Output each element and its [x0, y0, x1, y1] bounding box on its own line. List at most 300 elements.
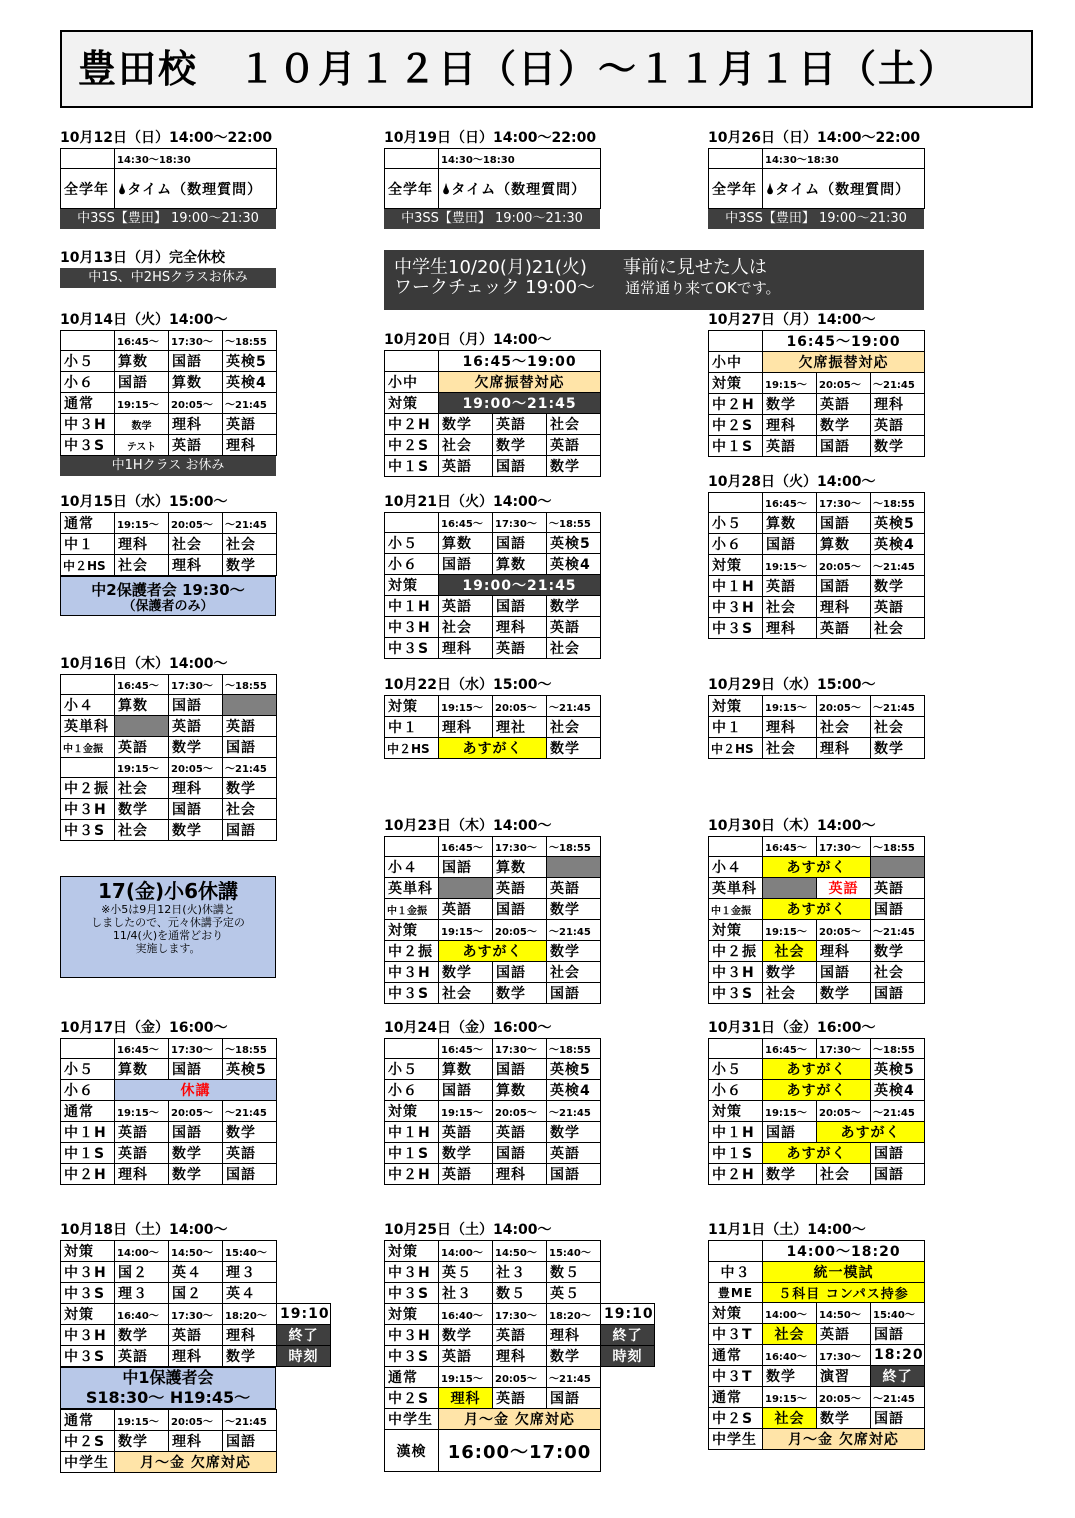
cell: 理科	[169, 555, 223, 576]
cell: 欠席振替対応	[439, 372, 601, 393]
cell: タイム（数理質問）	[775, 181, 911, 198]
cell: 中２H	[385, 414, 439, 435]
cell: 月～金 欠席対応	[439, 1409, 601, 1430]
cell: 数学	[817, 1408, 871, 1429]
cell: 中３H	[61, 799, 115, 820]
cell: 英単科	[61, 716, 115, 737]
schedule-table	[384, 1038, 601, 1185]
cell: 20:05～	[169, 1101, 223, 1122]
cell: 20:05～	[169, 513, 223, 534]
cell: 16:45～	[115, 675, 169, 695]
cell: 対策	[709, 1101, 763, 1122]
cell: 19:15～	[763, 1387, 817, 1408]
cell: 英語	[547, 878, 601, 899]
cell: ～18:55	[223, 1039, 277, 1059]
cell: ※小5は9月12日(火)休講と	[101, 903, 235, 916]
cell: あすがく	[763, 1143, 871, 1164]
cell: 16:40～	[115, 1304, 169, 1325]
cell: 理科	[493, 1164, 547, 1185]
cell: 中１H	[385, 596, 439, 617]
cell	[61, 675, 115, 695]
cell: 中３T	[709, 1324, 763, 1345]
cell	[763, 169, 925, 209]
cell: 国語	[493, 456, 547, 477]
cell	[277, 1241, 331, 1262]
cell: 数学	[763, 394, 817, 415]
cell: 20:05～	[817, 696, 871, 717]
cell: 19:15～	[115, 1410, 169, 1431]
cell: 算数	[439, 533, 493, 554]
day-header: 10月26日（日）14:00～22:00	[708, 130, 921, 146]
schedule-table	[60, 512, 277, 576]
cell: 国語	[169, 695, 223, 716]
cell: 国語	[817, 513, 871, 534]
cell: 英語	[223, 1143, 277, 1164]
cell: 社会	[169, 534, 223, 555]
cell: 国語	[169, 1122, 223, 1143]
cell: 英５	[547, 1283, 601, 1304]
cell: 17:30～	[817, 1039, 871, 1059]
cell: 19:00～21:45	[439, 575, 601, 596]
cell: 小４	[709, 857, 763, 878]
cell: 全学年	[709, 169, 763, 209]
cell: 中１S	[709, 1143, 763, 1164]
cell: ～21:45	[223, 1410, 277, 1431]
cell: 18:20	[871, 1345, 925, 1366]
schedule-table	[384, 695, 601, 759]
cell: 理科	[439, 638, 493, 659]
cell: 小５	[385, 1059, 439, 1080]
cell	[277, 1283, 331, 1304]
cell: 中学生10/20(月)21(火) 事前に見せた人は	[394, 257, 767, 278]
info-bar: 中3SS【豊田】 19:00～21:30	[708, 209, 924, 229]
cell: 14:50～	[817, 1303, 871, 1324]
cell: 対策	[709, 373, 763, 394]
cell: 数学	[763, 1366, 817, 1387]
cell: 英検4	[223, 372, 277, 393]
cell: 17:30～	[169, 331, 223, 351]
cell: 国語	[871, 1143, 925, 1164]
cell: 漢検	[385, 1430, 439, 1472]
cell: 19:00～21:45	[439, 393, 601, 414]
cell: 国語	[439, 554, 493, 575]
cell: 対策	[385, 920, 439, 941]
cell: 15:40～	[547, 1241, 601, 1262]
cell: 英語	[871, 878, 925, 899]
cell	[439, 169, 601, 209]
cell: 中３H	[61, 1325, 115, 1346]
day-1027	[708, 310, 1008, 457]
cell: 16:45～	[439, 513, 493, 533]
cell: 理科	[115, 1164, 169, 1185]
cell: 社会	[871, 618, 925, 639]
cell: 通常	[61, 393, 115, 414]
cell: 社３	[493, 1262, 547, 1283]
cell: 社会	[115, 555, 169, 576]
cell: 中３	[709, 1262, 763, 1283]
cell: 中１S	[709, 436, 763, 457]
cell	[439, 878, 493, 899]
cell: 時刻	[277, 1346, 331, 1367]
cell: 数学	[223, 778, 277, 799]
cell: 17:30～	[169, 1039, 223, 1059]
cell: 数学	[871, 436, 925, 457]
cell: 社会	[763, 941, 817, 962]
cell: あすがく	[763, 1080, 871, 1101]
cell: 対策	[385, 393, 439, 414]
cell: テスト	[115, 435, 169, 456]
cell: 19:10	[277, 1304, 331, 1325]
day-header: 10月27日（月）14:00～	[708, 312, 876, 328]
cell: 19:15～	[763, 555, 817, 576]
cell: 数学	[439, 414, 493, 435]
cell	[385, 837, 439, 857]
cell: 英語	[439, 899, 493, 920]
cell: 中３H	[385, 962, 439, 983]
cell: ～18:55	[223, 331, 277, 351]
cell: 小６	[61, 1080, 115, 1101]
cell: 20:05～	[169, 1410, 223, 1431]
day-1022	[384, 675, 684, 759]
cell: 小４	[61, 695, 115, 716]
cell: あすがく	[817, 1122, 925, 1143]
cell: 社会	[547, 962, 601, 983]
cell: 数学	[223, 555, 277, 576]
cell: 中２HS	[61, 555, 115, 576]
cell: ～18:55	[871, 1039, 925, 1059]
cell: ～21:45	[871, 920, 925, 941]
cell: 20:05～	[493, 696, 547, 717]
cell: 英単科	[709, 878, 763, 899]
cell: 数学	[547, 1346, 601, 1367]
day-1013	[60, 248, 360, 288]
cell: 中２振	[61, 778, 115, 799]
cell: ～21:45	[871, 373, 925, 394]
cell: 理科	[223, 435, 277, 456]
cell: 英語	[169, 716, 223, 737]
cell: 国語	[763, 1122, 817, 1143]
cell: 英検4	[871, 1080, 925, 1101]
cell: 中３S	[385, 638, 439, 659]
schedule-table	[708, 1240, 925, 1450]
cell: 通常	[709, 1345, 763, 1366]
cell: 数学	[493, 435, 547, 456]
cell: 通常	[709, 1387, 763, 1408]
cell: あすがく	[763, 857, 871, 878]
cell: 19:10	[601, 1304, 655, 1325]
day-header: 10月28日（火）14:00～	[708, 474, 876, 490]
cell: 英５	[439, 1262, 493, 1283]
cell: 英検5	[547, 533, 601, 554]
cell: 国語	[169, 799, 223, 820]
schedule-table	[708, 695, 925, 759]
day-1012	[60, 128, 360, 229]
cell: 理科	[547, 1325, 601, 1346]
cell: （保護者のみ）	[122, 599, 214, 614]
cell: 中３H	[709, 597, 763, 618]
cell: 国語	[871, 1164, 925, 1185]
cell: 数学	[115, 414, 169, 435]
cell: 理科	[169, 778, 223, 799]
cell: 社会	[763, 738, 817, 759]
cell: 中３S	[709, 983, 763, 1004]
cell: 理科	[169, 1431, 223, 1452]
cell: 英検5	[871, 513, 925, 534]
cell: 国語	[439, 1080, 493, 1101]
cell: 理科	[817, 941, 871, 962]
day-header: 10月18日（土）14:00～	[60, 1222, 228, 1238]
cell: 18:20～	[547, 1304, 601, 1325]
day-1014	[60, 310, 360, 476]
cell: 英語	[493, 1325, 547, 1346]
cell: 月～金 欠席対応	[115, 1452, 277, 1473]
cell: 19:15～	[439, 1101, 493, 1122]
cell: ～21:45	[223, 758, 277, 778]
cell: 14:00～	[115, 1241, 169, 1262]
cell: 英語	[169, 435, 223, 456]
day-header: 10月31日（金）16:00～	[708, 1020, 876, 1036]
cell: 社会	[115, 820, 169, 841]
cell	[277, 1262, 331, 1283]
cell: 中１	[61, 534, 115, 555]
cell: 19:15～	[763, 1101, 817, 1122]
cell: 小中	[385, 372, 439, 393]
cell: 16:45～	[115, 331, 169, 351]
cell: 数学	[439, 1143, 493, 1164]
cell: 国語	[223, 1164, 277, 1185]
cell: ～18:55	[871, 837, 925, 857]
day-1015	[60, 492, 360, 616]
cell: 理科	[763, 717, 817, 738]
cell: 社会	[223, 799, 277, 820]
day-1030	[708, 816, 1008, 1004]
cell: 社会	[439, 435, 493, 456]
cell	[601, 1388, 655, 1409]
cell: 数学	[169, 737, 223, 758]
cell: 対策	[709, 555, 763, 576]
cell: ～21:45	[547, 696, 601, 717]
schedule-table	[384, 836, 601, 1004]
cell: 数学	[871, 576, 925, 597]
day-1017	[60, 1018, 360, 1185]
cell	[385, 149, 439, 169]
cell: 20:05～	[817, 1387, 871, 1408]
cell: 算数	[115, 1059, 169, 1080]
cell: 国語	[817, 436, 871, 457]
cell: 数学	[547, 1122, 601, 1143]
cell: 英語	[763, 436, 817, 457]
cell: 通常通り来てOKです。	[625, 279, 781, 297]
cell: 英語	[115, 737, 169, 758]
cell: 数学	[115, 799, 169, 820]
schedule-table	[60, 148, 277, 209]
cell: 中３H	[61, 414, 115, 435]
cell: 中２S	[385, 435, 439, 456]
cell: 数学	[169, 820, 223, 841]
cell	[763, 878, 817, 899]
cell: 数学	[169, 1164, 223, 1185]
cell: 14:00～	[439, 1241, 493, 1262]
cell	[601, 1262, 655, 1283]
cell: 統一模試	[763, 1262, 925, 1283]
cell: 社会	[547, 638, 601, 659]
cell: 中２S	[709, 415, 763, 436]
day-1021	[384, 492, 684, 659]
day-header: 10月22日（水）15:00～	[384, 677, 552, 693]
cell: 国語	[493, 596, 547, 617]
cell: 国語	[493, 899, 547, 920]
cell: 19:15～	[115, 758, 169, 778]
schedule-table	[384, 1240, 655, 1472]
cell: 16:45～	[763, 837, 817, 857]
cell: 英語	[115, 1122, 169, 1143]
day-header: 10月29日（水）15:00～	[708, 677, 876, 693]
cell	[385, 1039, 439, 1059]
cell: 17:30～	[169, 675, 223, 695]
cell: ５科目 コンパス持参	[763, 1283, 925, 1303]
cell: 国語	[493, 962, 547, 983]
cell: 20:05～	[817, 373, 871, 394]
day-header: 10月24日（金）16:00～	[384, 1020, 552, 1036]
cell: 英語	[223, 414, 277, 435]
cell: 算数	[763, 513, 817, 534]
cell: 時刻	[601, 1346, 655, 1367]
cell: 中３S	[385, 983, 439, 1004]
cell: 14:00～18:20	[763, 1241, 925, 1262]
day-header: 10月12日（日）14:00～22:00	[60, 130, 273, 146]
cell: タイム（数理質問）	[451, 181, 587, 198]
cell: 小６	[61, 372, 115, 393]
cell: 16:00～17:00	[439, 1430, 601, 1472]
cell: 数学	[493, 983, 547, 1004]
cell: 国語	[169, 1059, 223, 1080]
cell: 理科	[439, 1388, 493, 1409]
cell: 英語	[547, 435, 601, 456]
drop-icon: 🌢	[118, 181, 128, 198]
info-bar: 中1S、中2HSクラスお休み	[60, 268, 276, 288]
cell: 14:50～	[169, 1241, 223, 1262]
cell: 欠席振替対応	[763, 352, 925, 373]
day-1023	[384, 816, 684, 1004]
cell: 数学	[763, 962, 817, 983]
day-1101	[708, 1220, 1008, 1450]
info-bar: 中1Hクラス お休み	[60, 456, 276, 476]
cell	[601, 1367, 655, 1388]
cell: 国語	[223, 820, 277, 841]
cell	[61, 758, 115, 778]
day-header: 10月14日（火）14:00～	[60, 312, 228, 328]
cell: 中１	[709, 717, 763, 738]
cell: 小５	[61, 351, 115, 372]
cell: 国語	[115, 372, 169, 393]
day-header: 10月23日（木）14:00～	[384, 818, 552, 834]
cell: 英語	[817, 394, 871, 415]
cell: 19:15～	[439, 1367, 493, 1388]
schedule-table	[384, 350, 601, 477]
cell: ～21:45	[871, 1387, 925, 1408]
cell: 19:15～	[763, 920, 817, 941]
cell: 英語	[439, 1164, 493, 1185]
cell: 英単科	[385, 878, 439, 899]
cell: 社会	[871, 962, 925, 983]
cell	[115, 169, 277, 209]
schedule-table	[60, 674, 277, 841]
day-1020	[384, 330, 684, 477]
cell: 中３S	[61, 820, 115, 841]
cell: 19:15～	[439, 696, 493, 717]
cell: 英語	[817, 878, 871, 899]
kyuko-note	[60, 876, 276, 978]
cell: 14:30～18:30	[763, 149, 925, 169]
cell: 国語	[223, 737, 277, 758]
cell: 16:45～	[439, 837, 493, 857]
cell: 国語	[169, 351, 223, 372]
day-header: 10月17日（金）16:00～	[60, 1020, 228, 1036]
cell: 対策	[61, 1304, 115, 1325]
cell: 数学	[169, 1143, 223, 1164]
cell: 16:45～19:00	[763, 331, 925, 352]
cell: 20:05～	[817, 1101, 871, 1122]
cell: 19:15～	[115, 1101, 169, 1122]
cell: 社会	[763, 983, 817, 1004]
cell: 中３S	[61, 1346, 115, 1367]
schedule-table	[708, 330, 925, 457]
cell: 中１H	[709, 1122, 763, 1143]
cell: 数学	[871, 941, 925, 962]
day-1019	[384, 128, 684, 229]
cell: 英語	[439, 456, 493, 477]
cell: 中学生	[709, 1429, 763, 1450]
cell: 社会	[763, 597, 817, 618]
cell: 中３S	[61, 1283, 115, 1304]
cell: 20:05～	[493, 920, 547, 941]
cell: 対策	[709, 696, 763, 717]
notice-box	[384, 250, 924, 310]
cell: 中１S	[61, 1143, 115, 1164]
cell: 小５	[61, 1059, 115, 1080]
cell: 16:45～	[115, 1039, 169, 1059]
cell: 数学	[439, 962, 493, 983]
cell: 数学	[871, 738, 925, 759]
cell: 英語	[439, 1122, 493, 1143]
cell: 数学	[547, 941, 601, 962]
cell: 対策	[385, 1241, 439, 1262]
cell: 国語	[493, 1143, 547, 1164]
cell: 国２	[169, 1283, 223, 1304]
cell: 理科	[223, 1325, 277, 1346]
cell: 通常	[61, 1410, 115, 1431]
day-header: 10月20日（月）14:00～	[384, 332, 552, 348]
cell: 社会	[439, 617, 493, 638]
cell: 社会	[763, 1324, 817, 1345]
schedule-table	[708, 836, 925, 1004]
cell: 算数	[115, 695, 169, 716]
cell: 中学生	[61, 1452, 115, 1473]
cell: 17(金)小6休講	[97, 879, 239, 903]
cell: 数学	[817, 415, 871, 436]
cell: 中３H	[385, 1325, 439, 1346]
cell: 小６	[385, 1080, 439, 1101]
cell: 中１H	[385, 1122, 439, 1143]
cell: 数学	[439, 1325, 493, 1346]
cell: 19:15～	[115, 513, 169, 534]
cell: 社会	[439, 983, 493, 1004]
cell: 14:00～	[763, 1303, 817, 1324]
cell: 国語	[763, 534, 817, 555]
schedule-table	[60, 330, 277, 456]
cell: 小６	[709, 534, 763, 555]
cell: 17:30～	[493, 1304, 547, 1325]
